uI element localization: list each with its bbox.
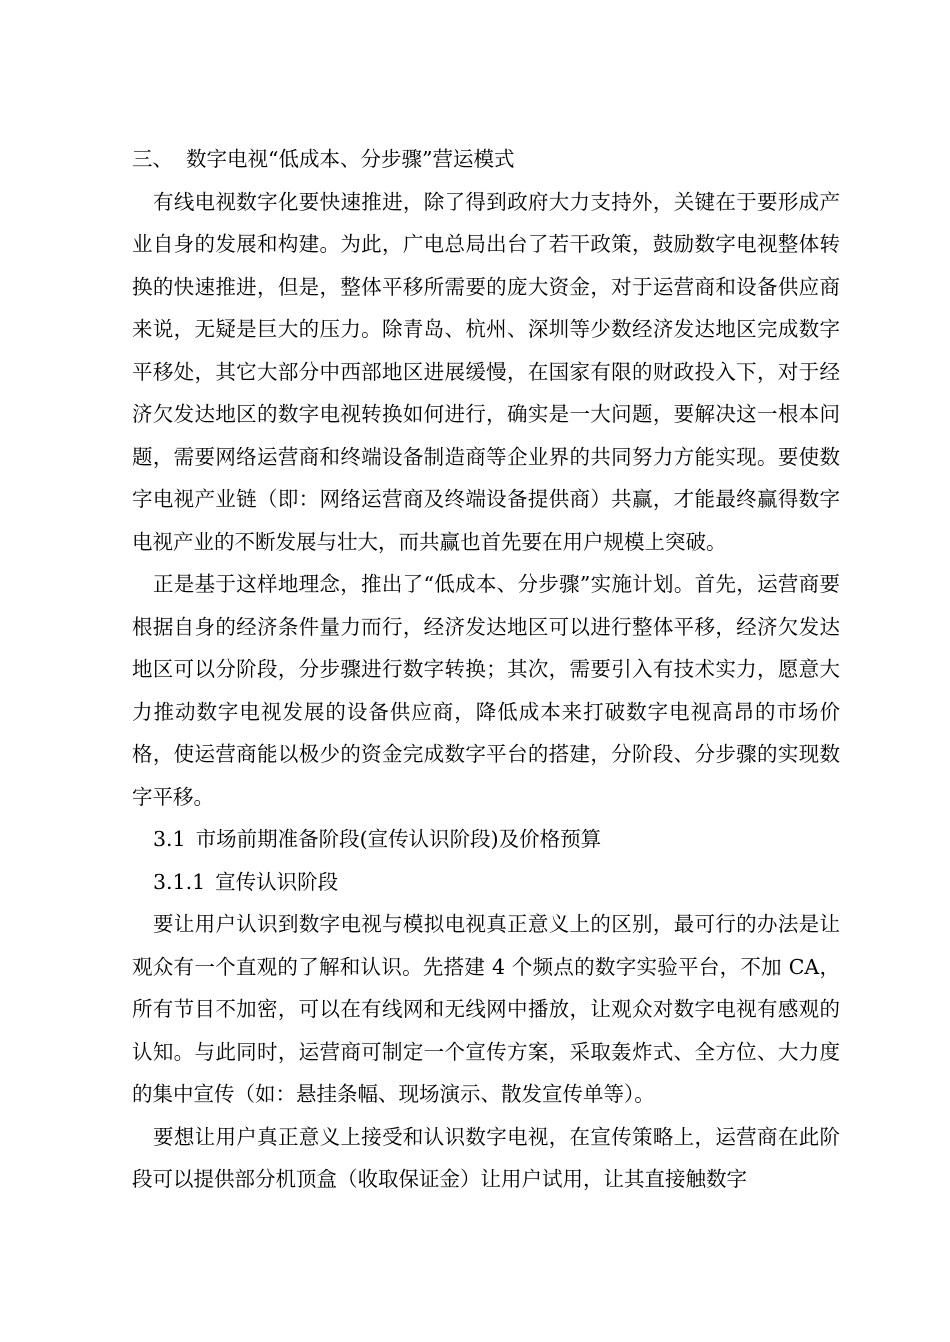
- section-title: 数字电视“低成本、分步骤”营运模式: [186, 147, 515, 171]
- paragraph-awareness: 要让用户认识到数字电视与模拟电视真正意义上的区别，最可行的办法是让观众有一个直观的了解和认识。先搭建 4 个频点的数字实验平台，不加 CA，所有节目不加密，可以在有线网和无线网中播放，让观众对数字电视有感观的认知。与此同时，运营商可制定一个宣传方案，采取轰炸式、全方位、大力度的集中宣传（如：悬挂条幅、现场演示、散发宣传单等）。: [132, 912, 840, 1106]
- section-heading: [132, 138, 840, 181]
- subsection-heading-3-1: [132, 818, 840, 861]
- subsection-title: 市场前期准备阶段(宣传认识阶段)及价格预算: [195, 827, 602, 851]
- paragraph-concept: 正是基于这样地理念，推出了“低成本、分步骤”实施计划。首先，运营商要根据自身的经济条件量力而行，经济发达地区可以进行整体平移，经济欠发达地区可以分阶段，分步骤进行数字转换；其次，需要引入有技术实力，愿意大力推动数字电视发展的设备供应商，降低成本来打破数字电视高昂的市场价格，使运营商能以极少的资金完成数字平台的搭建，分阶段、分步骤的实现数字平移。: [132, 572, 840, 809]
- subsection-title: 宣传认识阶段: [215, 869, 339, 894]
- paragraph-intro: 有线电视数字化要快速推进，除了得到政府大力支持外，关键在于要形成产业自身的发展和构建。为此，广电总局出台了若干政策，鼓励数字电视整体转换的快速推进，但是，整体平移所需要的庞大资金，对于运营商和设备供应商来说，无疑是巨大的压力。除青岛、杭州、深圳等少数经济发达地区完成数字平移处，其它大部分中西部地区进展缓慢，在国家有限的财政投入下，对于经济欠发达地区的数字电视转换如何进行，确实是一大问题，要解决这一根本问题，需要网络运营商和终端设备制造商等企业界的共同努力方能实现。要使数字电视产业链（即：网络运营商及终端设备提供商）共赢，才能最终赢得数字电视产业的不断发展与壮大，而共赢也首先要在用户规模上突破。: [132, 189, 840, 554]
- section-number: 三、: [132, 147, 173, 171]
- subsection-heading-3-1-1: [132, 861, 840, 904]
- subsection-number: 3.1.1: [153, 869, 206, 894]
- paragraph-trial: 要想让用户真正意义上接受和认识数字电视，在宣传策略上，运营商在此阶段可以提供部分机顶盒（收取保证金）让用户试用，让其直接触数字: [132, 1124, 840, 1191]
- subsection-number: 3.1: [153, 827, 186, 851]
